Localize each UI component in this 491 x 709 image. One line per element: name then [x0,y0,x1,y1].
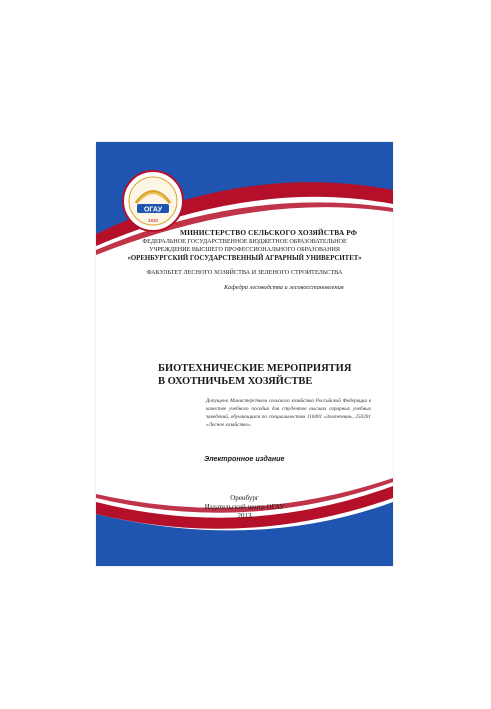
ministry-name: МИНИСТЕРСТВО СЕЛЬСКОГО ХОЗЯЙСТВА РФ [180,228,358,237]
department-name: Кафедра лесоводства и лесовосстановления [224,284,344,291]
faculty-name: ФАКУЛЬТЕТ ЛЕСНОГО ХОЗЯЙСТВА И ЗЕЛЕНОГО СТРОИТЕЛЬСТВА [146,269,343,276]
emblem-text: ОГАУ [143,206,163,214]
book-cover [96,142,393,566]
publisher-name: Издательский центр ОГАУ [204,503,285,511]
approval-note: Допущено Министерством сельского хозяйства Российской Федерации в качестве учебного пособия для студентов высших аграрных учебных заведений, обучающихся по специальностям 110401 «Зоотехния», 250201 «Лесное хозяйство». [206,398,371,428]
edition-label: Электронное издание [204,454,285,463]
university-name: «ОРЕНБУРГСКИЙ ГОСУДАРСТВЕННЫЙ АГРАРНЫЙ УНИВЕРСИТЕТ» [127,255,362,262]
emblem-year: 1930 [147,218,159,223]
university-emblem-icon [122,170,184,232]
institution-line-1: ФЕДЕРАЛЬНОЕ ГОСУДАРСТВЕННОЕ БЮДЖЕТНОЕ ОБРАЗОВАТЕЛЬНОЕ [142,239,347,245]
book-title-line-2: В ОХОТНИЧЬЕМ ХОЗЯЙСТВЕ [158,376,313,387]
publication-city: Оренбург [230,494,259,502]
institution-line-2: УЧРЕЖДЕНИЕ ВЫСШЕГО ПРОФЕССИОНАЛЬНОГО ОБРАЗОВАНИЯ [149,247,340,253]
book-title-line-1: БИОТЕХНИЧЕСКИЕ МЕРОПРИЯТИЯ [158,363,352,374]
publication-year: 2013 [237,512,252,520]
